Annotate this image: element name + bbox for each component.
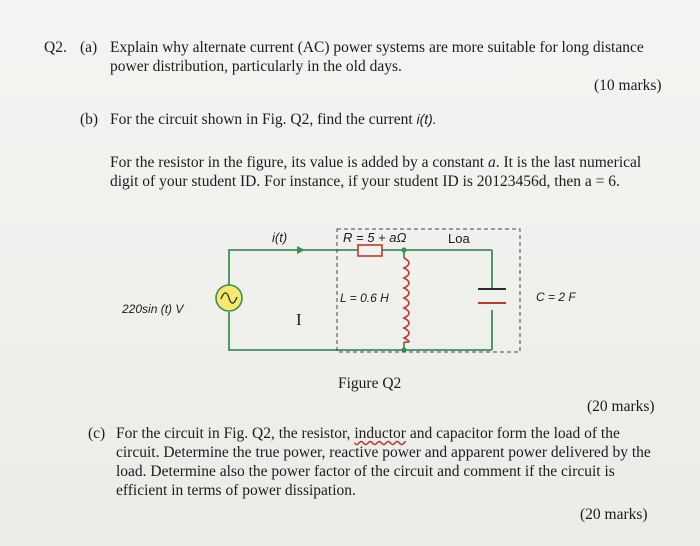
load-label: Loa	[448, 231, 470, 246]
part-a-marks: (10 marks)	[594, 77, 662, 94]
part-c-inductor-word: inductor	[354, 425, 406, 442]
source-label: 220sin (t) V	[122, 302, 184, 316]
ac-source-symbol	[216, 285, 242, 311]
part-c-line-4: efficient in terms of power dissipation.	[116, 482, 356, 499]
resistor-label: R = 5 + aΩ	[343, 230, 407, 245]
capacitor-symbol	[478, 289, 506, 303]
note-line-1-pre: For the resistor in the figure, its value is added by a constant	[110, 154, 485, 171]
part-c-line-1-pre: For the circuit in Fig. Q2, the resistor,	[116, 425, 351, 442]
part-a-line-2: power distribution, particularly in the old days.	[110, 58, 402, 75]
part-a-line-1: Explain why alternate current (AC) power systems are more suitable for long distance	[110, 39, 644, 56]
inductor-symbol	[404, 258, 409, 342]
part-b-text: For the circuit shown in Fig. Q2, find the current	[110, 111, 413, 128]
note-line-1-post: . It is the last numerical	[495, 154, 642, 171]
capacitor-label: C = 2 F	[536, 290, 576, 304]
part-b-marks: (20 marks)	[587, 398, 655, 415]
current-arrow	[297, 246, 305, 254]
question-number: Q2.	[44, 39, 67, 56]
part-c-line-1	[116, 424, 656, 443]
part-c-line-1-post: and capacitor form the load of the	[409, 425, 620, 442]
inductor-label: L = 0.6 H	[340, 291, 389, 305]
note-line-1-variable: a	[487, 154, 496, 171]
figure-caption: Figure Q2	[338, 375, 402, 392]
part-b-current-symbol: i(t).	[416, 111, 437, 127]
part-c-line-3: load. Determine also the power factor of the circuit and comment if the circuit is	[116, 463, 615, 480]
resistor-symbol	[358, 245, 382, 256]
part-c-label: (c)	[88, 425, 106, 442]
part-c-line-2: circuit. Determine the true power, reactive power and apparent power delivered by the	[116, 444, 651, 461]
current-marker: I	[296, 310, 302, 329]
part-b-note-line-2: digit of your student ID. For instance, if your student ID is 20123456d, then a = 6.	[110, 173, 620, 190]
part-c-marks: (20 marks)	[580, 506, 648, 523]
part-b-label: (b)	[80, 111, 99, 128]
current-label: i(t)	[272, 230, 288, 245]
part-a-label: (a)	[80, 39, 98, 56]
